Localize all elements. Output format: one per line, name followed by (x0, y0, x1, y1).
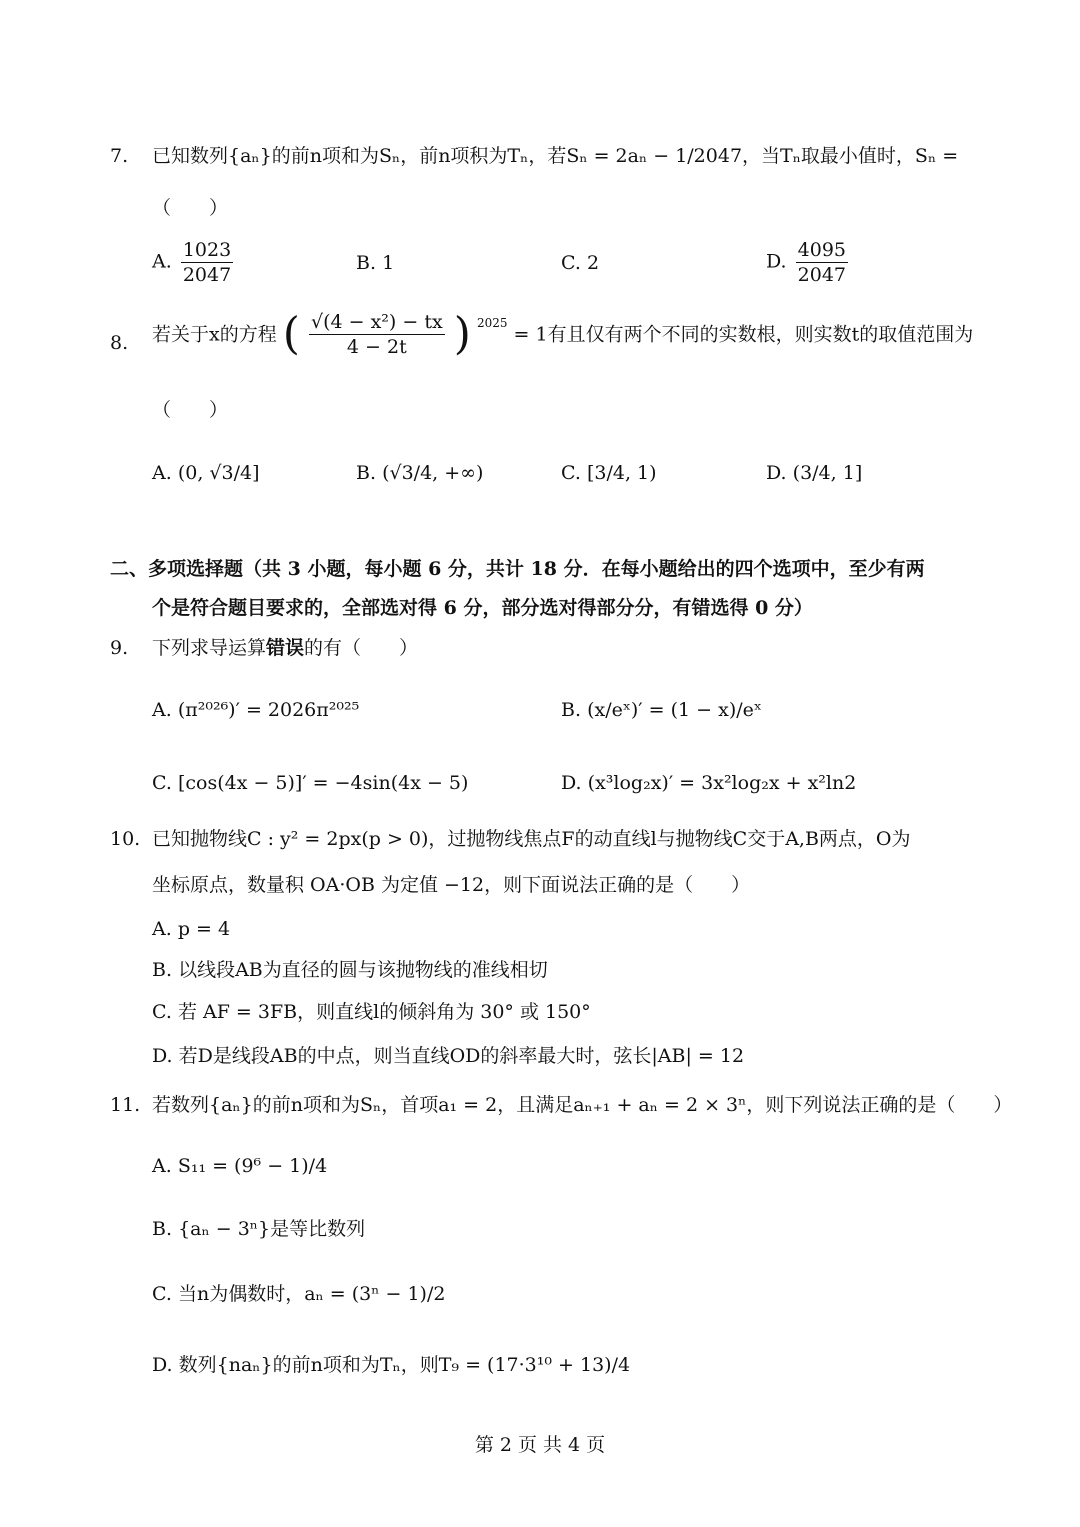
q9-option-d[interactable]: D. (x³log₂x)′ = 3x²log₂x + x²ln2 (561, 772, 857, 794)
q9-option-c[interactable]: C. [cos(4x − 5)]′ = −4sin(4x − 5) (152, 772, 469, 794)
q8-number: 8. (110, 332, 129, 354)
q10-option-c[interactable]: C. 若 AF = 3FB，则直线l的倾斜角为 30° 或 150° (152, 1001, 591, 1023)
q9-option-b[interactable]: B. (x/eˣ)′ = (1 − x)/eˣ (561, 699, 762, 721)
q8-equation-fraction: $\frac{\text{√(4 − x²) − tx}}{4 - 2t}$ (310, 311, 443, 358)
q9-stem: 下列求导运算错误的有（ ） (152, 637, 419, 659)
q8-option-c[interactable]: C. [3/4, 1) (561, 462, 657, 484)
q10-stem-line1: 已知抛物线C : y² = 2px(p > 0)，过抛物线焦点F的动直线l与抛物线C交于A,B两点，O为 (152, 828, 911, 850)
q10-stem-line2: 坐标原点，数量积 OA·OB 为定值 −12，则下面说法正确的是（ ） (152, 874, 751, 896)
q9-option-a[interactable]: A. (π²⁰²⁶)′ = 2026π²⁰²⁵ (152, 699, 360, 721)
q7-option-d-fraction: $\frac{4095}{2047}$ (797, 239, 847, 286)
q9-number: 9. (110, 637, 129, 659)
q7-option-b[interactable]: B. 1 (356, 252, 395, 274)
q7-number: 7. (110, 145, 129, 167)
q11-option-c[interactable]: C. 当n为偶数时，aₙ = (3ⁿ − 1)/2 (152, 1283, 446, 1305)
q10-number: 10. (110, 828, 141, 850)
q11-option-b[interactable]: B. {aₙ − 3ⁿ}是等比数列 (152, 1218, 366, 1240)
q10-option-b[interactable]: B. 以线段AB为直径的圆与该抛物线的准线相切 (152, 959, 548, 981)
q11-stem: 若数列{aₙ}的前n项和为Sₙ，首项a₁ = 2，且满足aₙ₊₁ + aₙ = 2 × 3ⁿ，则下列说法正确的是（ ） (152, 1094, 1013, 1116)
section-2-heading: 二、多项选择题（共 3 小题，每小题 6 分，共计 18 分．在每小题给出的四个选项中，至少有两 (110, 558, 925, 580)
q9-emphasis: 错误 (266, 637, 305, 659)
q7-option-c[interactable]: C. 2 (561, 252, 600, 274)
q8-paren: （ ） (152, 399, 229, 421)
q7-option-a-fraction: $\frac{1023}{2047}$ (182, 239, 232, 286)
q8-stem: 若关于x的方程 ( $\frac{\text{√(4 − x²) − tx}}{4 - 2t}$ ) $^{2025}$ = 1有且仅有两个不同的实数根，则实数t的取值范围为 (152, 308, 974, 360)
q11-option-d[interactable]: D. 数列{naₙ}的前n项和为Tₙ，则T₉ = (17·3¹⁰ + 13)/4 (152, 1354, 631, 1376)
q7-option-d[interactable]: D. $\frac{4095}{2047}$ (766, 239, 847, 286)
q7-paren: （ ） (152, 197, 229, 219)
q11-number: 11. (110, 1094, 141, 1116)
page-footer: 第 2 页 共 4 页 (474, 1434, 606, 1456)
q10-option-a[interactable]: A. p = 4 (152, 918, 231, 940)
section-2-heading-cont: 个是符合题目要求的，全部选对得 6 分，部分选对得部分分，有错选得 0 分） (152, 597, 813, 619)
q7-option-a[interactable]: A. $\frac{1023}{2047}$ (152, 239, 232, 286)
q8-option-d[interactable]: D. (3/4, 1] (766, 462, 863, 484)
q11-option-a[interactable]: A. S₁₁ = (9⁶ − 1)/4 (152, 1155, 328, 1177)
q8-option-a[interactable]: A. (0, √3/4] (152, 462, 260, 484)
q8-option-b[interactable]: B. (√3/4, +∞) (356, 462, 484, 484)
q7-stem: 已知数列{aₙ}的前n项和为Sₙ，前n项积为Tₙ，若Sₙ = 2aₙ − 1/2047，当Tₙ取最小值时，Sₙ = (152, 145, 959, 167)
q10-option-d[interactable]: D. 若D是线段AB的中点，则当直线OD的斜率最大时，弦长|AB| = 12 (152, 1045, 745, 1067)
